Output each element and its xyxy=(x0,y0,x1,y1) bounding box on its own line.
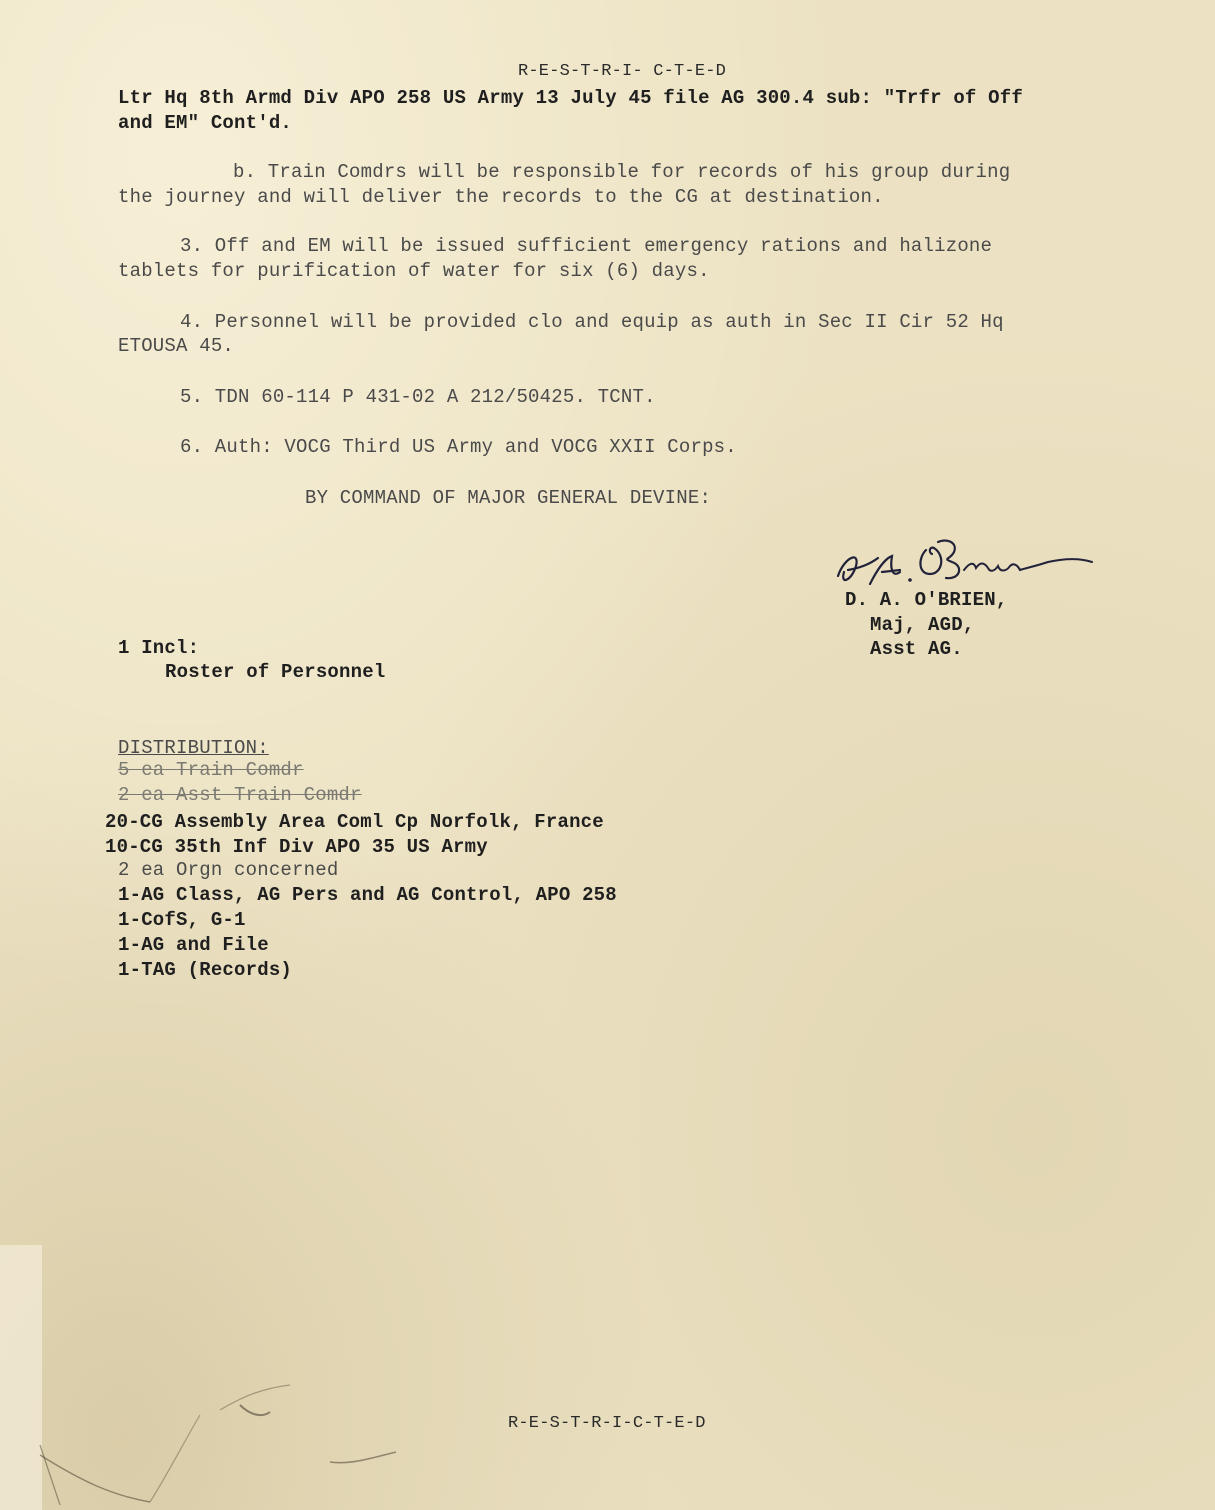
paragraph-4-line-2: ETOUSA 45. xyxy=(118,335,235,357)
paper-crease xyxy=(0,1240,480,1510)
paragraph-b-line-1: b. Train Comdrs will be responsible for records of his group during xyxy=(233,161,1011,183)
distribution-item: 5 ea Train Comdr xyxy=(118,759,304,781)
paragraph-5: 5. TDN 60-114 P 431-02 A 212/50425. TCNT. xyxy=(180,386,656,408)
distribution-item: 20-CG Assembly Area Coml Cp Norfolk, France xyxy=(105,811,604,833)
distribution-item: 1-TAG (Records) xyxy=(118,959,293,981)
distribution-item: 10-CG 35th Inf Div APO 35 US Army xyxy=(105,836,488,858)
paragraph-3-line-2: tablets for purification of water for six (6) days. xyxy=(118,260,710,282)
footer-marking: R-E-S-T-R-I-C-T-E-D xyxy=(508,1414,706,1433)
signatory-name: D. A. O'BRIEN, xyxy=(845,589,1008,611)
paragraph-3-line-1: 3. Off and EM will be issued sufficient emergency rations and halizone xyxy=(180,235,993,257)
command-line: BY COMMAND OF MAJOR GENERAL DEVINE: xyxy=(305,487,712,509)
distribution-item: 2 ea Asst Train Comdr xyxy=(118,784,362,806)
enclosure-label: 1 Incl: xyxy=(118,637,200,659)
distribution-item: 1-AG Class, AG Pers and AG Control, APO 258 xyxy=(118,884,617,906)
enclosure-item: Roster of Personnel xyxy=(165,661,386,683)
paragraph-4-line-1: 4. Personnel will be provided clo and equip as auth in Sec II Cir 52 Hq xyxy=(180,311,1004,333)
paragraph-b-line-2: the journey and will deliver the records to the CG at destination. xyxy=(118,186,884,208)
distribution-item: 1-AG and File xyxy=(118,934,269,956)
paragraph-6: 6. Auth: VOCG Third US Army and VOCG XXII Corps. xyxy=(180,436,737,458)
reference-line-1: Ltr Hq 8th Armd Div APO 258 US Army 13 July 45 file AG 300.4 sub: "Trfr of Off xyxy=(118,87,1023,109)
distribution-item: 2 ea Orgn concerned xyxy=(118,859,339,881)
distribution-item: 1-CofS, G-1 xyxy=(118,909,246,931)
distribution-heading: DISTRIBUTION: xyxy=(118,737,269,759)
signatory-title: Asst AG. xyxy=(870,638,963,660)
signatory-rank: Maj, AGD, xyxy=(870,614,975,636)
reference-line-2: and EM" Cont'd. xyxy=(118,112,293,134)
header-marking: R-E-S-T-R-I- C-T-E-D xyxy=(518,62,727,81)
